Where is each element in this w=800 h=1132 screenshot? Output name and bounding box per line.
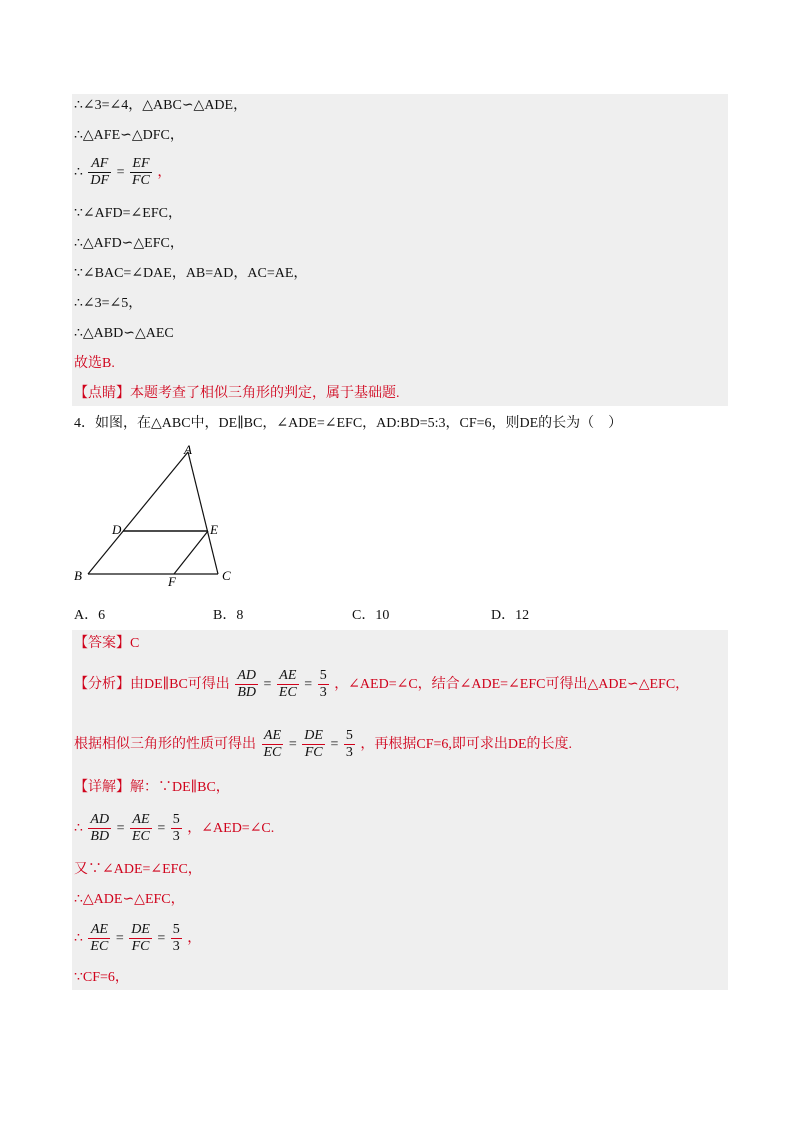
detail-line-2: ∴ $\frac{AD}{BD}$ = $\frac{AE}{EC}$ = $\frac{5}{3}$ ，∠AED=∠C. [74, 812, 275, 844]
step-line-6: ∵∠BAC=∠DAE，AB=AD，AC=AE， [74, 266, 308, 281]
step-line-2: ∴△AFE∽△DFC， [74, 128, 184, 143]
step-line-5: ∴△AFD∽△EFC， [74, 236, 184, 251]
label-a: A [184, 442, 192, 457]
fraction-ef-fc: $\frac{EF}{FC}$ [132, 156, 150, 188]
fraction-af-df: $\frac{AF}{DF}$ [90, 156, 110, 188]
side-ab [88, 452, 188, 574]
step-line-4: ∵∠AFD=∠EFC， [74, 206, 182, 221]
label-c: C [222, 568, 231, 583]
label-b: B [74, 568, 82, 583]
segment-ef [174, 531, 208, 574]
triangle-figure [70, 440, 250, 590]
option-a: A．6 [74, 608, 106, 623]
question-4: 4．如图，在△ABC中，DE∥BC，∠ADE=∠EFC，AD:BD=5:3，CF=6，则DE的长为（ ） [74, 416, 623, 431]
step-line-8: ∴△ABD∽△AEC [74, 326, 174, 341]
detail-line-1: 【详解】解：∵DE∥BC， [74, 780, 230, 795]
side-ac [188, 452, 218, 574]
label-f: F [168, 574, 176, 589]
answer-line: 【答案】C [74, 636, 140, 651]
detail-line-3: 又∵∠ADE=∠EFC， [74, 862, 202, 877]
analysis-line-1: 【分析】由DE∥BC可得出 $\frac{AD}{BD}$ = $\frac{AE}{EC}$ = $\frac{5}{3}$ ，∠AED=∠C，结合∠ADE=∠EFC可得出△ADE∽△EFC， [74, 668, 690, 700]
step-line-7: ∴∠3=∠5， [74, 296, 143, 311]
choice-conclusion: 故选B. [74, 356, 115, 371]
step-line-1: ∴∠3=∠4，△ABC∽△ADE， [74, 98, 248, 113]
label-d: D [112, 522, 122, 537]
option-d: D．12 [491, 608, 530, 623]
option-c: C．10 [352, 608, 390, 623]
detail-line-5: ∴ $\frac{AE}{EC}$ = $\frac{DE}{FC}$ = $\frac{5}{3}$ ， [74, 922, 202, 954]
label-e: E [210, 522, 218, 537]
step-line-3: ∴ $\frac{AF}{DF}$ = $\frac{EF}{FC}$ ， [74, 156, 172, 188]
detail-line-4: ∴△ADE∽△EFC， [74, 892, 185, 907]
detail-line-6: ∵CF=6， [74, 970, 129, 985]
comment-note: 【点睛】本题考查了相似三角形的判定，属于基础题. [74, 386, 400, 401]
option-b: B．8 [213, 608, 244, 623]
analysis-line-2: 根据相似三角形的性质可得出 $\frac{AE}{EC}$ = $\frac{DE}{FC}$ = $\frac{5}{3}$ ，再根据CF=6,即可求出DE的长度. [74, 728, 573, 760]
